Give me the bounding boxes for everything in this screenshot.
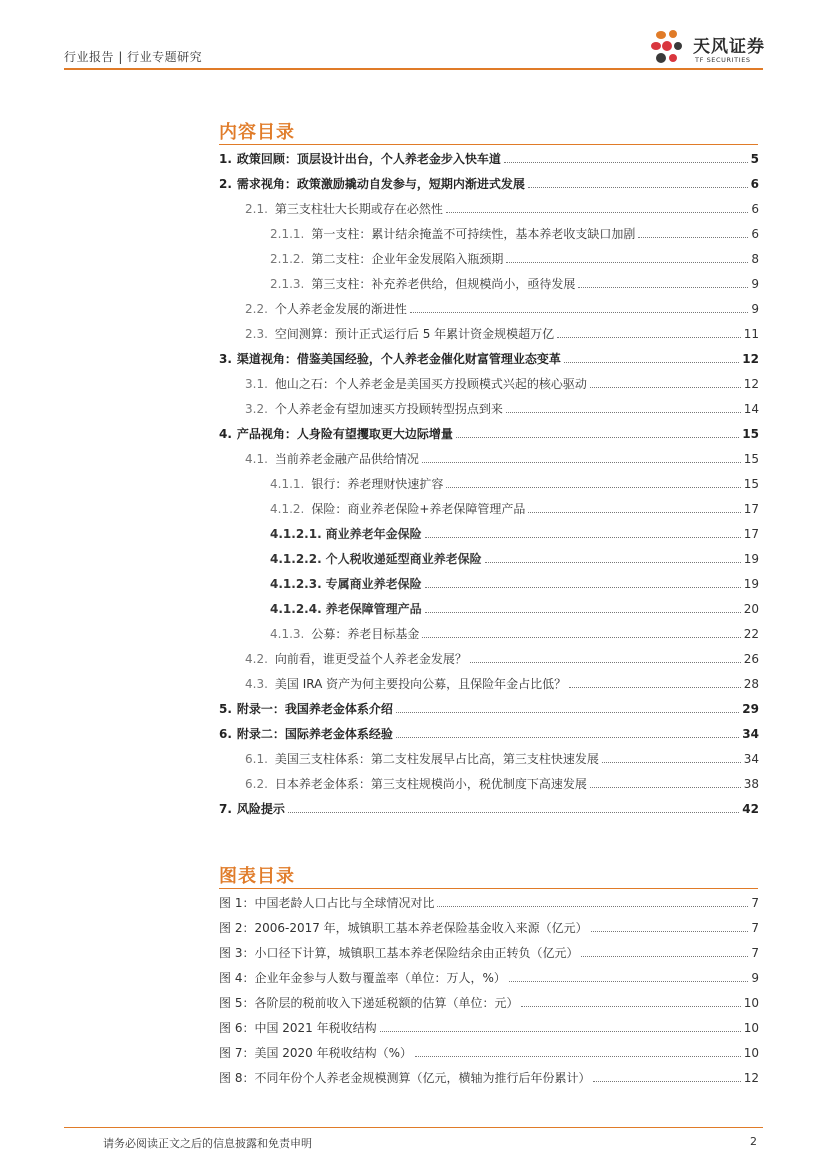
toc-entry[interactable]: 2.2. 个人养老金发展的渐进性 9 [245,302,759,316]
toc-entry[interactable]: 4.2. 向前看，谁更受益个人养老金发展？ 26 [245,652,759,666]
figure-entry[interactable]: 图 3：小口径下计算，城镇职工基本养老保险结余由正转负（亿元） 7 [219,946,759,960]
toc-entry[interactable]: 4.1.2.1. 商业养老年金保险 17 [270,527,759,541]
toc-entry[interactable]: 3.1. 他山之石：个人养老金是美国买方投顾模式兴起的核心驱动 12 [245,377,759,391]
toc-entry[interactable]: 4.3. 美国 IRA 资产为何主要投向公募，且保险年金占比低？ 28 [245,677,759,691]
company-logo [651,28,766,72]
logo-chinese-name: 天风证券 [693,37,765,57]
logo-petals-icon [651,28,689,68]
toc-entry[interactable]: 2.1.3. 第三支柱：补充养老供给，但规模尚小，亟待发展 9 [270,277,759,291]
toc-entry[interactable]: 2.1. 第三支柱壮大长期或存在必然性 6 [245,202,759,216]
toc-entry[interactable]: 4.1.1. 银行：养老理财快速扩容 15 [270,477,759,491]
toc-entry[interactable]: 6.1. 美国三支柱体系：第二支柱发展早占比高，第三支柱快速发展 34 [245,752,759,766]
logo-english-name: TF SECURITIES [695,56,751,64]
toc-title-underline [219,144,758,145]
toc-entry[interactable]: 4.1.2.2. 个人税收递延型商业养老保险 19 [270,552,759,566]
toc-entry[interactable]: 3. 渠道视角：借鉴美国经验，个人养老金催化财富管理业态变革 12 [219,352,759,366]
toc-entry[interactable]: 6.2. 日本养老金体系：第三支柱规模尚小，税优制度下高速发展 38 [245,777,759,791]
toc-title: 内容目录 [219,122,295,143]
toc-entry[interactable]: 4. 产品视角：人身险有望攫取更大边际增量 15 [219,427,759,441]
toc-entry[interactable]: 3.2. 个人养老金有望加速买方投顾转型拐点到来 14 [245,402,759,416]
figure-entry[interactable]: 图 8：不同年份个人养老金规模测算（亿元，横轴为推行后年份累计） 12 [219,1071,759,1085]
toc-entry[interactable]: 5. 附录一：我国养老金体系介绍 29 [219,702,759,716]
toc-entry[interactable]: 4.1. 当前养老金融产品供给情况 15 [245,452,759,466]
toc-entry[interactable]: 4.1.2.3. 专属商业养老保险 19 [270,577,759,591]
figure-entry[interactable]: 图 1：中国老龄人口占比与全球情况对比 7 [219,896,759,910]
figures-title: 图表目录 [219,866,295,887]
toc-entry[interactable]: 4.1.2. 保险：商业养老保险+养老保障管理产品 17 [270,502,759,516]
toc-entry[interactable]: 1. 政策回顾：顶层设计出台，个人养老金步入快车道 5 [219,152,759,166]
toc-entry[interactable]: 2.1.1. 第一支柱：累计结余掩盖不可持续性，基本养老收支缺口加剧 6 [270,227,759,241]
toc-entry[interactable]: 4.1.3. 公募：养老目标基金 22 [270,627,759,641]
toc-entry[interactable]: 2.1.2. 第二支柱：企业年金发展陷入瓶颈期 8 [270,252,759,266]
figure-entry[interactable]: 图 6：中国 2021 年税收结构 10 [219,1021,759,1035]
header-divider [64,68,763,70]
figure-entry[interactable]: 图 7：美国 2020 年税收结构（%） 10 [219,1046,759,1060]
toc-entry[interactable]: 6. 附录二：国际养老金体系经验 34 [219,727,759,741]
report-category: 行业报告 | 行业专题研究 [64,50,203,64]
figure-entry[interactable]: 图 5：各阶层的税前收入下递延税额的估算（单位：元） 10 [219,996,759,1010]
toc-entry[interactable]: 7. 风险提示 42 [219,802,759,816]
figure-entry[interactable]: 图 4：企业年金参与人数与覆盖率（单位：万人，%） 9 [219,971,759,985]
figure-entry[interactable]: 图 2：2006-2017 年，城镇职工基本养老保险基金收入来源（亿元） 7 [219,921,759,935]
toc-entry[interactable]: 4.1.2.4. 养老保障管理产品 20 [270,602,759,616]
page-number: 2 [750,1135,757,1148]
figures-title-underline [219,888,758,889]
toc-entry[interactable]: 2.3. 空间测算：预计正式运行后 5 年累计资金规模超万亿 11 [245,327,759,341]
footer-divider [64,1127,763,1128]
toc-entry[interactable]: 2. 需求视角：政策激励撬动自发参与，短期内渐进式发展 6 [219,177,759,191]
footer-disclaimer: 请务必阅读正文之后的信息披露和免责申明 [103,1137,312,1150]
